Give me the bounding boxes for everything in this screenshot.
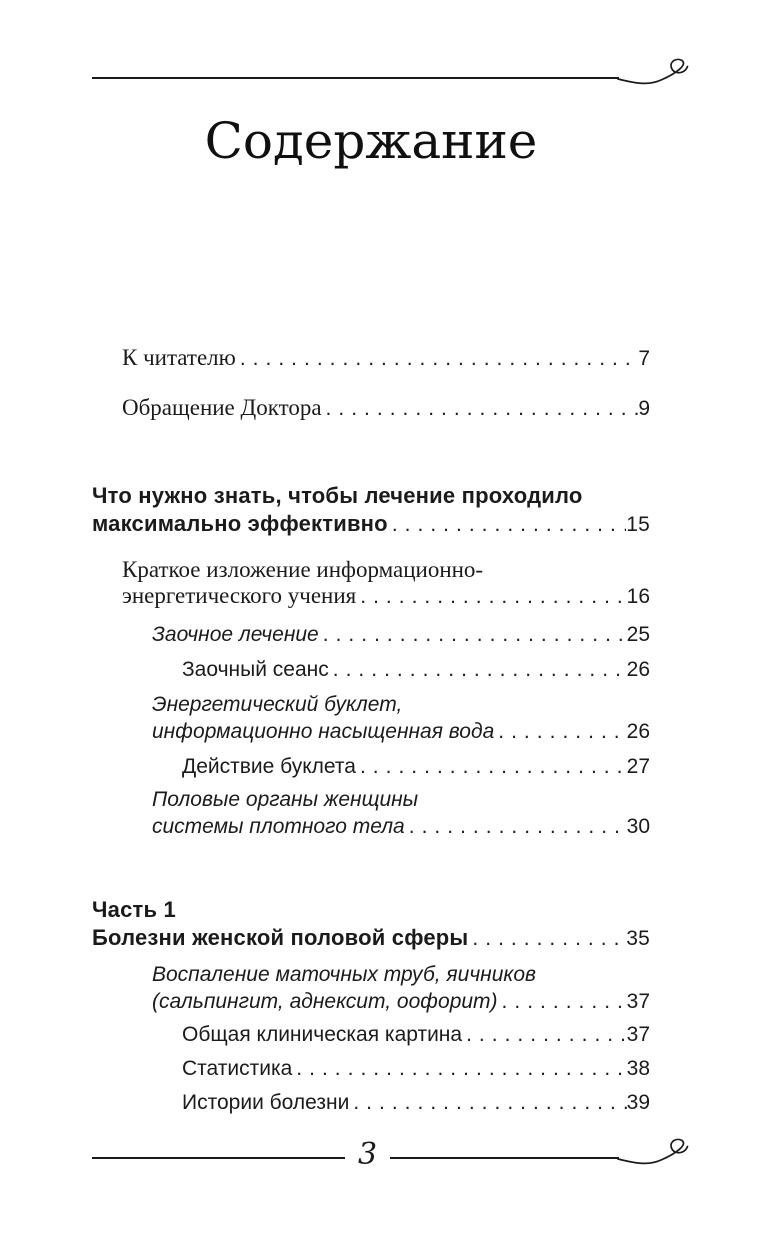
toc-page-number: 16 (626, 585, 650, 608)
toc-entry-line (122, 395, 650, 422)
toc-entry (92, 961, 650, 1015)
dot-leader (468, 925, 626, 953)
folio-page-number: 3 (358, 1137, 378, 1172)
toc-entry-line (182, 1055, 650, 1082)
toc-entry (92, 621, 650, 648)
toc-entry-label: максимально эффективно (92, 511, 388, 536)
toc-entry-label: К читателю (122, 345, 236, 370)
toc-entry-line (182, 753, 650, 780)
dot-leader (356, 753, 627, 780)
toc-entry-label: Половые органы женщины (152, 788, 419, 811)
toc-entry-label: Заочный сеанс (182, 658, 329, 681)
toc-page-number: 38 (626, 1057, 650, 1080)
toc-page-number: 7 (638, 347, 650, 370)
dot-leader (388, 511, 626, 539)
toc-page-number: 25 (626, 623, 650, 646)
toc-entry-label: Общая клиническая картина (182, 1023, 463, 1046)
toc-entry-label: Статистика (182, 1057, 293, 1080)
toc-entry-line (152, 786, 650, 813)
toc-entry (92, 557, 650, 610)
toc-entry-label: (сальпингит, аднексит, оофорит) (152, 990, 498, 1013)
dot-leader (349, 1089, 626, 1116)
toc-entry (92, 896, 650, 953)
toc-entry-label: информационно насыщенная вода (152, 720, 495, 743)
toc-entry-line (152, 988, 650, 1015)
toc-entry-label: энергетического учения (122, 583, 357, 608)
dot-leader (329, 656, 627, 683)
toc-entry (92, 753, 650, 780)
toc-entry-label: Обращение Доктора (122, 395, 322, 420)
toc-entry (92, 482, 650, 539)
toc-page-number: 37 (626, 1023, 650, 1046)
toc-entry-line (122, 345, 650, 372)
toc-entry-line (182, 1089, 650, 1116)
flourish-icon (618, 1138, 704, 1178)
toc-entry-line (92, 482, 650, 510)
dot-leader (494, 718, 626, 745)
toc-page-number: 26 (626, 658, 650, 681)
toc-entry-label: Краткое изложение информационно- (122, 557, 484, 582)
dot-leader (405, 813, 627, 840)
toc-page-number: 39 (626, 1091, 650, 1114)
header-rule (92, 58, 704, 98)
toc-entry-line (122, 583, 650, 610)
toc-entry-line (182, 1021, 650, 1048)
toc-entry-label: Заочное лечение (152, 623, 319, 646)
toc-entry (92, 1055, 650, 1082)
toc-entry-line (182, 656, 650, 683)
toc-entry (92, 656, 650, 683)
toc-entry-line (152, 961, 650, 988)
dot-leader (322, 396, 639, 422)
toc-entry-label: Болезни женской половой сферы (92, 925, 469, 950)
toc-entry-label: Что нужно знать, чтобы лечение проходило (92, 483, 583, 508)
header-rule-line (92, 77, 619, 79)
dot-leader (356, 584, 626, 610)
toc-entry-line (152, 718, 650, 745)
page-title: Содержание (204, 112, 538, 170)
footer-rule-line-right (390, 1157, 619, 1159)
toc-entry (92, 345, 650, 372)
toc-entry-label: Действие буклета (182, 755, 356, 778)
toc-entry-line (122, 557, 650, 583)
dot-leader (498, 988, 627, 1015)
toc (92, 345, 650, 1116)
toc-entry-line (152, 813, 650, 840)
dot-leader (236, 346, 638, 372)
toc-page-number: 15 (626, 513, 650, 536)
toc-entry (92, 395, 650, 422)
toc-entry-label: Часть 1 (92, 897, 176, 922)
footer-rule (92, 1138, 704, 1178)
dot-leader (462, 1021, 627, 1048)
toc-entry-line (92, 924, 650, 953)
toc-entry-line (152, 621, 650, 648)
toc-entry-label: системы плотного тела (152, 815, 405, 838)
toc-entry-line (152, 691, 650, 718)
toc-entry (92, 691, 650, 745)
toc-entry-label: Истории болезни (182, 1091, 350, 1114)
toc-page-number: 30 (626, 815, 650, 838)
toc-page-number: 26 (626, 720, 650, 743)
toc-entry-label: Энергетический буклет, (152, 693, 403, 716)
footer-rule-line-left (92, 1157, 345, 1159)
toc-page-number: 9 (638, 397, 650, 420)
dot-leader (292, 1055, 626, 1082)
dot-leader (319, 621, 627, 648)
flourish-icon (618, 58, 704, 98)
toc-page-number: 37 (626, 990, 650, 1013)
toc-entry (92, 786, 650, 840)
toc-entry (92, 1089, 650, 1116)
toc-entry (92, 1021, 650, 1048)
toc-page-number: 35 (626, 927, 650, 950)
toc-page-number: 27 (626, 755, 650, 778)
toc-entry-line (92, 896, 650, 924)
toc-entry-line (92, 510, 650, 539)
toc-entry-label: Воспаление маточных труб, яичников (152, 963, 536, 986)
